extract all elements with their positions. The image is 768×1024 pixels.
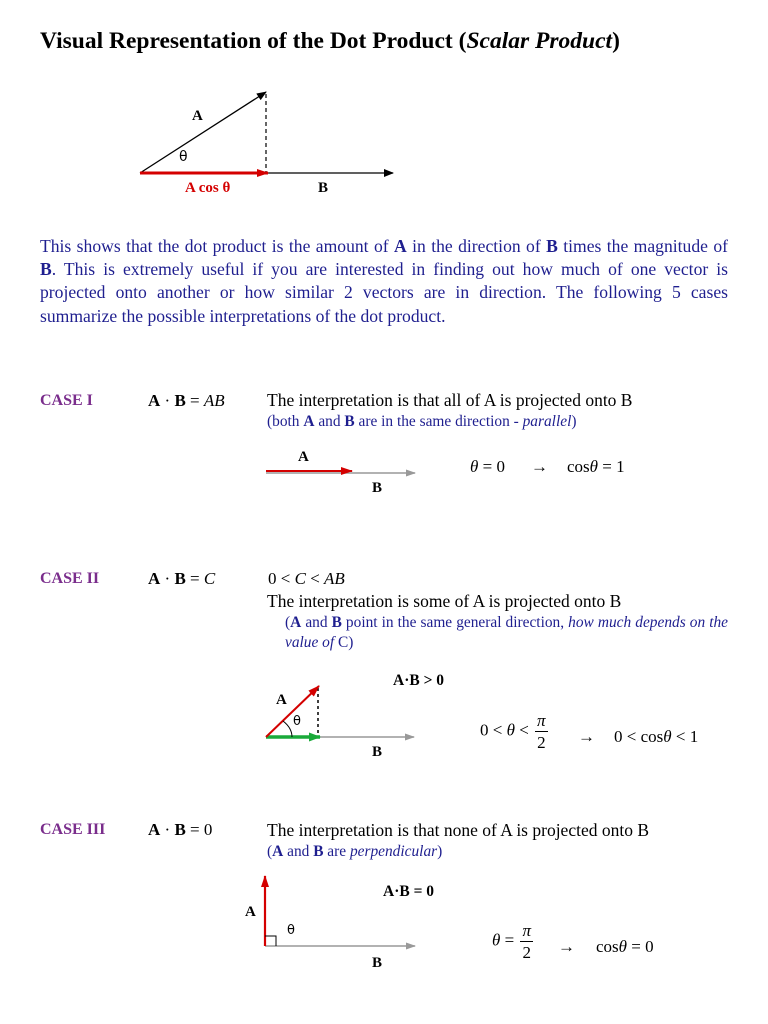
- case2-math-left: 0 < θ < $\frac{\pi}{2}$: [480, 711, 546, 752]
- case1-label-b: B: [372, 480, 383, 496]
- case1-interpretation: The interpretation is that all of A is projected onto B: [267, 390, 633, 410]
- case1-label-a: A: [298, 449, 309, 465]
- case3-label-a: A: [245, 904, 256, 920]
- case2-label-theta: θ: [293, 714, 301, 729]
- top-label-acos: A cos θ: [185, 180, 231, 196]
- intro-paragraph: This shows that the dot product is the amount of A in the direction of B times the magnitude of B. This is extremely useful if you are interested in finding out how much of one vector is projected onto another or how similar 2 vectors are in direction. The following 5 cases summarize the possible interpretations of the dot product.: [40, 236, 729, 326]
- case2-equation: A · B = C: [148, 569, 216, 588]
- case3-math-right: cosθ = 0: [596, 937, 654, 956]
- case2-interpretation: The interpretation is some of A is projected onto B: [267, 591, 622, 611]
- case2-label: CASE II: [40, 570, 100, 587]
- case2-angle-arc: [283, 721, 292, 737]
- case3-right-angle-mark: [265, 936, 276, 946]
- vector-a-top: [140, 92, 266, 173]
- page-title: Visual Representation of the Dot Product (Scalar Product): [40, 28, 620, 54]
- case1-math-cos: cosθ = 1: [567, 457, 625, 476]
- case3-label-theta: θ: [287, 923, 295, 938]
- top-diagram: [140, 92, 393, 173]
- case3-equation: A · B = 0: [148, 820, 213, 839]
- case2-math-arrow: →: [578, 727, 595, 746]
- case2-dot-note: A·B > 0: [393, 672, 445, 689]
- case3-dot-note: A·B = 0: [383, 883, 435, 900]
- case2-condition: 0 < C < AB: [268, 569, 345, 588]
- case2-vector-a: [266, 686, 319, 737]
- case3-interpretation: The interpretation is that none of A is projected onto B: [267, 820, 650, 840]
- case2-diagram: [266, 686, 414, 737]
- case1-math-arrow: →: [531, 457, 548, 476]
- case3-math-left: θ = $\frac{\pi}{2}$: [492, 921, 531, 962]
- case1-equation: A · B = AB: [148, 391, 225, 410]
- case1-label: CASE I: [40, 392, 93, 409]
- case3-pi-over-2: $\frac{\pi}{2}$: [522, 921, 531, 962]
- top-label-a: A: [192, 108, 203, 124]
- top-label-theta: θ: [179, 149, 188, 165]
- case3-math-arrow: →: [558, 937, 575, 956]
- case3-label: CASE III: [40, 821, 106, 838]
- case2-math-right: 0 < cosθ < 1: [614, 727, 699, 746]
- case1-math-theta: θ = 0: [470, 457, 505, 476]
- case1-diagram: [266, 471, 415, 473]
- case1-subnote: (both A and B are in the same direction - parallel): [267, 413, 577, 430]
- case2-subnote: (A and B point in the same general direction, how much depends on the value of C): [285, 614, 729, 651]
- case2-pi-over-2: $\frac{\pi}{2}$: [537, 711, 546, 752]
- case2-label-b: B: [372, 744, 383, 760]
- case3-label-b: B: [372, 955, 383, 971]
- case2-label-a: A: [276, 692, 287, 708]
- top-label-b: B: [318, 180, 329, 196]
- case3-subnote: (A and B are perpendicular): [267, 843, 443, 860]
